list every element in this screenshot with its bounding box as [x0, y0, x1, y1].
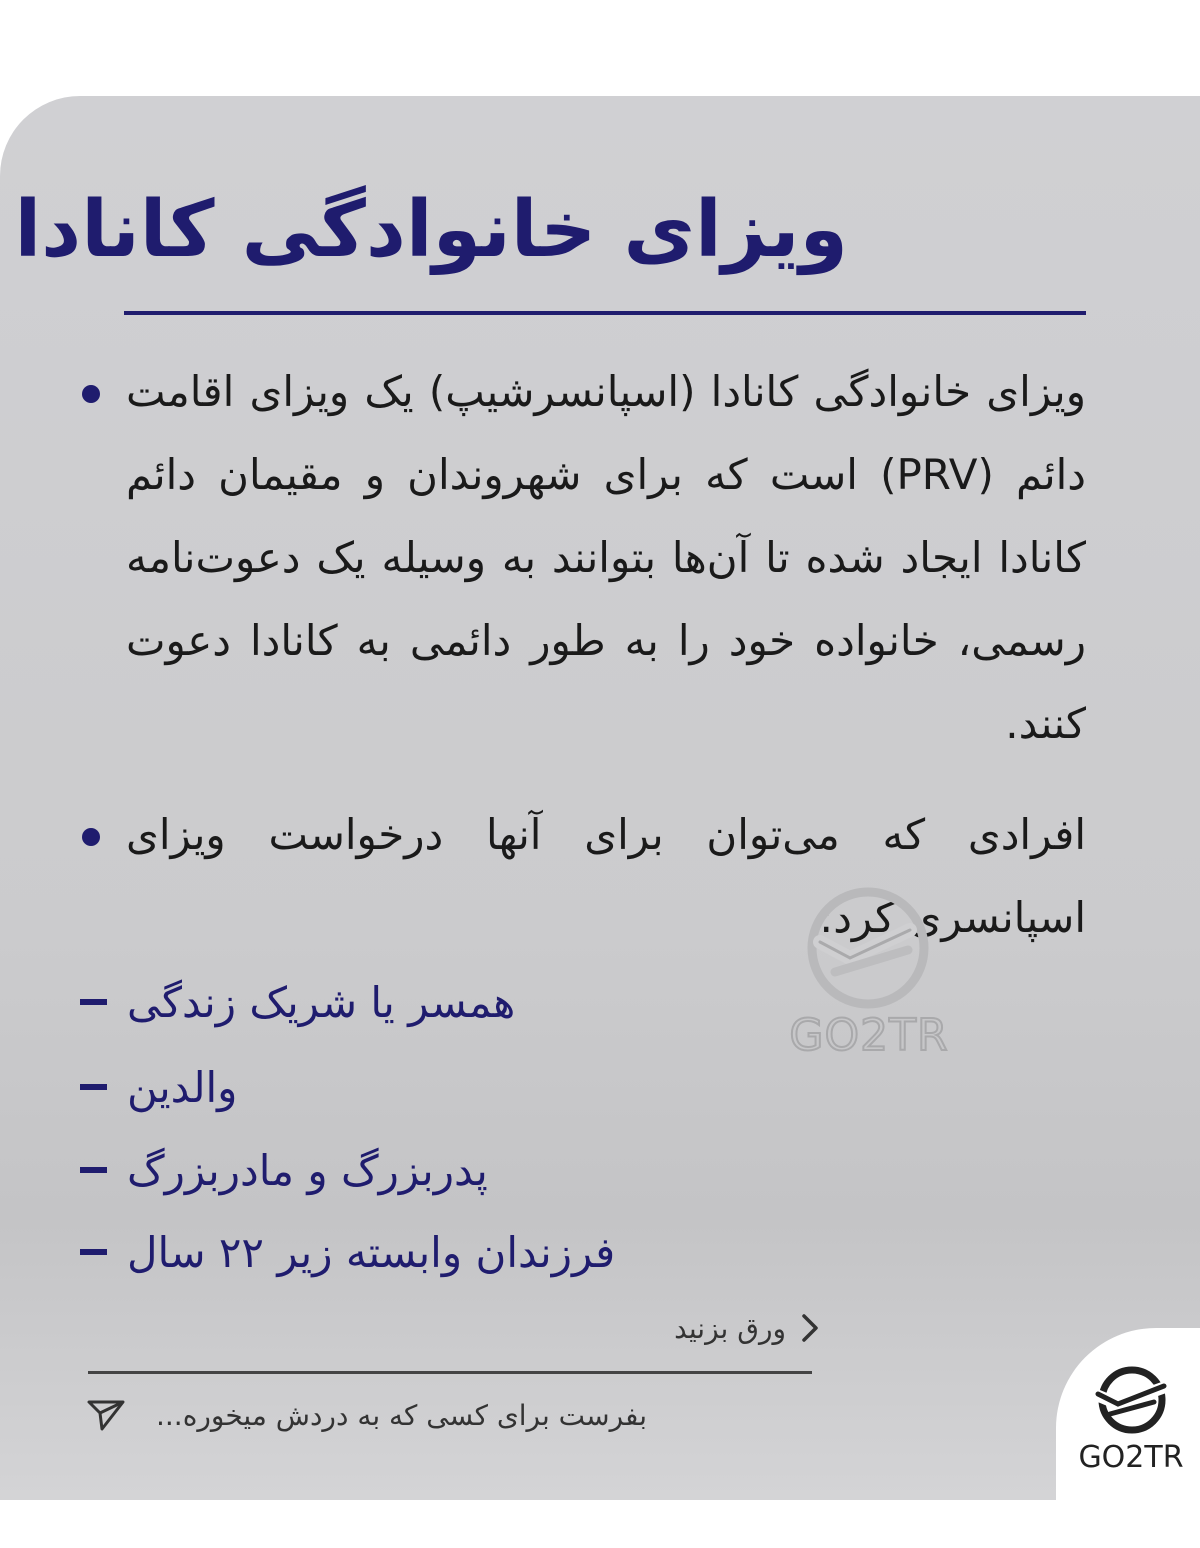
list-item [80, 972, 515, 1032]
list-item-text: پدربزرگ و مادربزرگ [127, 1145, 488, 1195]
share-hint[interactable] [86, 1392, 686, 1438]
list-item [80, 1222, 615, 1282]
chevron-right-icon [800, 1313, 820, 1343]
bullet-text: افرادی که می‌توان برای آنها درخواست ویزای اسپانسری کرد: [126, 810, 1086, 942]
title-divider [124, 311, 1086, 315]
list-item-text: والدین [127, 1062, 238, 1112]
list-item-text: فرزندان وابسته زیر ۲۲ سال [127, 1227, 616, 1277]
list-item [80, 1140, 488, 1200]
bullet-dot [82, 828, 100, 846]
brand-name: GO2TR [1078, 1440, 1184, 1475]
watermark-text: GO2TR [789, 1010, 949, 1061]
dash-marker [80, 1249, 107, 1255]
dash-marker [80, 1084, 107, 1090]
dash-marker [80, 1167, 107, 1173]
plane-globe-icon [1088, 1364, 1174, 1436]
footer-divider [88, 1371, 812, 1374]
page-title: ویزای خانوادگی کانادا [14, 185, 848, 275]
bullet-dot [82, 385, 100, 403]
list-item [80, 1057, 237, 1117]
bullet-item-1 [60, 350, 1086, 770]
swipe-hint-label: ورق بزنید [674, 1311, 786, 1345]
bullet-text: ویزای خانوادگی کانادا (اسپانسرشیپ) یک ویزای اقامت دائم (PRV) است که برای شهروندان و مقیمان دائم کانادا ایجاد شده تا آن‌ها بتوانند به وسیله یک دعوت‌نامه رسمی، خانواده خود را به طور دائمی به کانادا دعوت کنند. [126, 367, 1087, 748]
share-hint-label: بفرست برای کسی که به دردش میخوره... [156, 1398, 648, 1432]
list-item-text: همسر یا شریک زندگی [127, 977, 516, 1027]
send-icon [86, 1397, 126, 1433]
dash-marker [80, 999, 107, 1005]
swipe-hint[interactable] [650, 1305, 820, 1351]
